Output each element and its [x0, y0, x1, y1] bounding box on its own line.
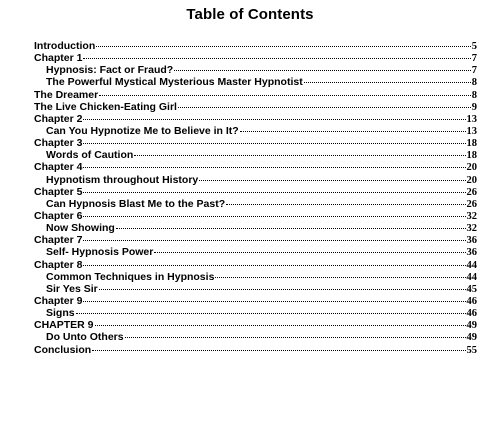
dot-leader	[83, 119, 465, 120]
toc-page-number: 36	[466, 235, 477, 247]
toc-entry[interactable]	[34, 113, 477, 125]
toc-entry-title: Common Techniques in Hypnosis	[46, 270, 215, 283]
dot-leader	[199, 180, 465, 181]
toc-entry-title: Chapter 1	[34, 52, 83, 65]
dot-leader	[226, 204, 465, 205]
dot-leader	[83, 192, 465, 193]
toc-entry[interactable]	[34, 101, 477, 113]
toc-page-number: 36	[466, 247, 477, 259]
dot-leader	[83, 301, 465, 302]
toc-page-number: 55	[466, 344, 477, 356]
toc-page-number: 44	[466, 259, 477, 271]
toc-entry[interactable]	[34, 234, 477, 246]
toc-entry-title: Chapter 3	[34, 137, 83, 150]
toc-page-number: 13	[466, 125, 477, 137]
dot-leader	[83, 240, 465, 241]
toc-entry-title: The Live Chicken-Eating Girl	[34, 100, 177, 113]
toc-entry-title: Chapter 4	[34, 161, 83, 174]
dot-leader	[83, 58, 470, 59]
toc-page-number: 20	[466, 174, 477, 186]
toc-page-number: 49	[466, 332, 477, 344]
toc-subentry[interactable]	[34, 149, 477, 161]
dot-leader	[304, 82, 471, 83]
toc-entry[interactable]	[34, 344, 477, 356]
dot-leader	[154, 252, 465, 253]
toc-page-number: 32	[466, 210, 477, 222]
toc-page-number: 8	[471, 89, 477, 101]
dot-leader	[96, 46, 471, 47]
toc-entry[interactable]	[34, 186, 477, 198]
toc-entry-title: Chapter 8	[34, 258, 83, 271]
toc-subentry[interactable]	[34, 125, 477, 137]
toc-page-number: 26	[466, 186, 477, 198]
toc-entry[interactable]	[34, 137, 477, 149]
toc-entry-title: Can Hypnosis Blast Me to the Past?	[46, 197, 226, 210]
toc-page-number: 26	[466, 198, 477, 210]
toc-page-number: 44	[466, 271, 477, 283]
toc-page-number: 46	[466, 295, 477, 307]
toc-entry-title: Signs	[46, 307, 75, 320]
toc-entry[interactable]	[34, 319, 477, 331]
toc-page-number: 18	[466, 138, 477, 150]
dot-leader	[240, 131, 466, 132]
toc-page-number: 18	[466, 150, 477, 162]
toc-entry[interactable]	[34, 40, 477, 52]
toc-entry[interactable]	[34, 161, 477, 173]
toc-entry-title: Self- Hypnosis Power	[46, 246, 154, 259]
toc-entry-title: CHAPTER 9	[34, 319, 94, 332]
toc-entry-title: Now Showing	[46, 222, 115, 235]
toc-entry-title: Conclusion	[34, 343, 92, 356]
dot-leader	[125, 337, 466, 338]
toc-entry[interactable]	[34, 210, 477, 222]
dot-leader	[83, 216, 465, 217]
toc-entry-title: Chapter 2	[34, 112, 83, 125]
toc-entry-title: The Dreamer	[34, 88, 99, 101]
dot-leader	[83, 167, 465, 168]
page-title: Table of Contents	[186, 6, 314, 23]
toc-page-number: 5	[471, 41, 477, 52]
dot-leader	[83, 143, 465, 144]
toc-entry-title: Sir Yes Sir	[46, 282, 98, 295]
dot-leader	[134, 155, 465, 156]
dot-leader	[99, 289, 466, 290]
toc-page-number: 8	[471, 77, 477, 89]
dot-leader	[95, 325, 466, 326]
toc-subentry[interactable]	[34, 222, 477, 234]
dot-leader	[76, 313, 466, 314]
dot-leader	[174, 70, 471, 71]
toc-entry-title: Introduction	[34, 40, 96, 52]
toc-entry[interactable]	[34, 52, 477, 64]
toc-entry[interactable]	[34, 89, 477, 101]
dot-leader	[99, 95, 471, 96]
toc-entry-title: Hypnotism throughout History	[46, 173, 199, 186]
toc-page-number: 46	[466, 308, 477, 320]
toc-subentry[interactable]	[34, 198, 477, 210]
toc-entry-title: Do Unto Others	[46, 331, 124, 344]
dot-leader	[116, 228, 466, 229]
toc-subentry[interactable]	[34, 76, 477, 88]
toc-entry-title: Hypnosis: Fact or Fraud?	[46, 64, 174, 77]
toc-entry-title: Can You Hypnotize Me to Believe in It?	[46, 124, 239, 137]
dot-leader	[83, 265, 465, 266]
toc-entry-title: The Powerful Mystical Mysterious Master Hypnotist	[46, 76, 303, 89]
toc-entry-title: Words of Caution	[46, 149, 134, 162]
toc-entry[interactable]	[34, 259, 477, 271]
toc-subentry[interactable]	[34, 271, 477, 283]
toc-list	[34, 40, 477, 356]
toc-page-number: 45	[466, 283, 477, 295]
dot-leader	[215, 277, 465, 278]
toc-page-number: 32	[466, 223, 477, 235]
toc-entry-title: Chapter 9	[34, 294, 83, 307]
dot-leader	[178, 107, 471, 108]
toc-subentry[interactable]	[34, 246, 477, 258]
toc-subentry[interactable]	[34, 307, 477, 319]
toc-page-number: 13	[466, 113, 477, 125]
toc-page-number: 20	[466, 162, 477, 174]
toc-entry-title: Chapter 5	[34, 185, 83, 198]
toc-subentry[interactable]	[34, 174, 477, 186]
toc-page-number: 7	[471, 53, 477, 65]
toc-entry-title: Chapter 7	[34, 234, 83, 247]
toc-entry-title: Chapter 6	[34, 209, 83, 222]
dot-leader	[92, 350, 465, 351]
toc-page-number: 7	[471, 65, 477, 77]
toc-subentry[interactable]	[34, 64, 477, 76]
toc-subentry[interactable]	[34, 283, 477, 295]
toc-page-number: 9	[471, 101, 477, 113]
toc-page-number: 49	[466, 320, 477, 332]
toc-entry[interactable]	[34, 295, 477, 307]
toc-subentry[interactable]	[34, 331, 477, 343]
